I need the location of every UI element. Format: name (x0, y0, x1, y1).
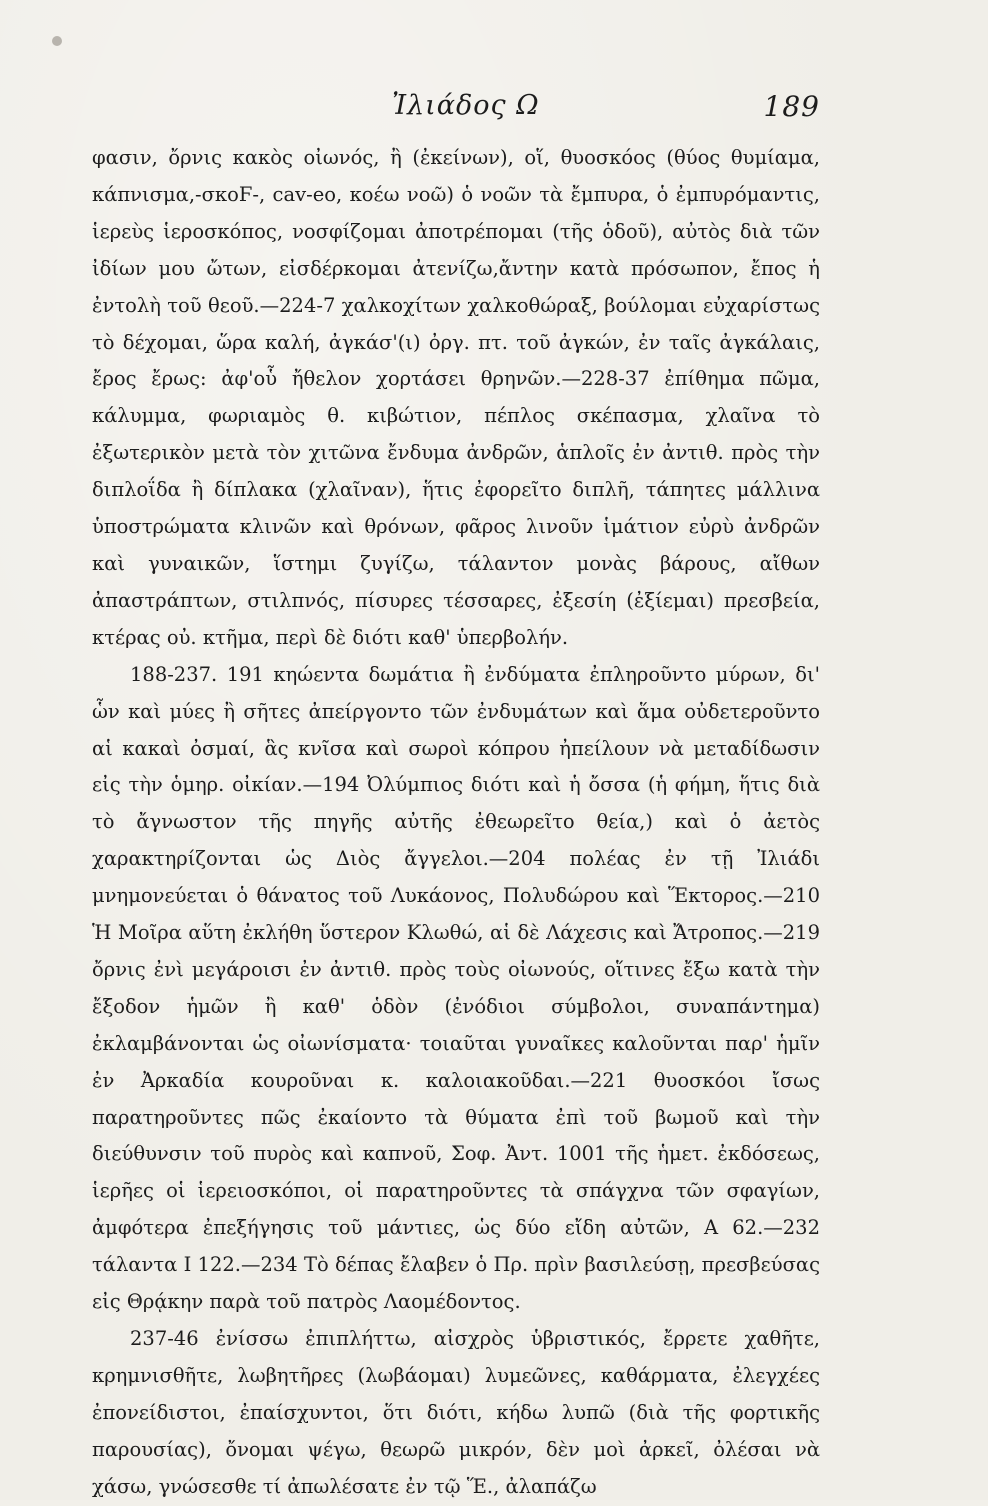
commentary-paragraph: 188-237. 191 κηώεντα δωμάτια ἢ ἐνδύματα ἐπληροῦντο μύρων, δι' ὧν καὶ μύες ἢ σῆτες ἀπείργοντο τῶν ἐνδυμάτων καὶ ἅμα οὐδετεροῦντο αἱ κακαὶ ὀσμαί, ἃς κνῖσα καὶ σωροὶ κόπρου ἠπείλουν νὰ μεταδίδωσιν εἰς τὴν ὁμηρ. οἰκίαν.—194 Ὀλύμπιος διότι καὶ ἡ ὄσσα (ἡ φήμη, ἥτις διὰ τὸ ἄγνωστον τῆς πηγῆς αὐτῆς ἐθεωρεῖτο θεία,) καὶ ὁ ἀετὸς χαρακτηρίζονται ὡς Διὸς ἄγγελοι.—204 πολέας ἐν τῇ Ἰλιάδι μνημονεύεται ὁ θάνατος τοῦ Λυκάονος, Πολυδώρου καὶ Ἕκτορος.—210 Ἡ Μοῖρα αὕτη ἐκλήθη ὕστερον Κλωθώ, αἱ δὲ Λάχεσις καὶ Ἄτροπος.—219 ὄρνις ἐνὶ μεγάροισι ἐν ἀντιθ. πρὸς τοὺς οἰωνούς, οἵτινες ἔξω κατὰ τὴν ἔξοδον ἡμῶν ἢ καθ' ὁδὸν (ἐνόδιοι σύμβολοι, συναπάντημα) ἐκλαμβάνονται ὡς οἰωνίσματα· τοιαῦται γυναῖκες καλοῦνται παρ' ἡμῖν ἐν Ἀρκαδία κουροῦναι κ. καλοιακοῦδαι.—221 θυοσκόοι ἴσως παρατηροῦντες πῶς ἐκαίοντο τὰ θύματα ἐπὶ τοῦ βωμοῦ καὶ τὴν διεύθυνσιν τοῦ πυρὸς καὶ καπνοῦ, Σοφ. Ἀντ. 1001 τῆς ἡμετ. ἐκδόσεως, ἱερῆες οἱ ἱερειοσκόποι, οἱ παρατηροῦντες τὰ σπάγχνα τῶν σφαγίων, ἀμφότερα ἐπεξήγησις τοῦ μάντιες, ὡς δύο εἴδη αὐτῶν, Α 62.—232 τάλαντα Ι 122.—234 Τὸ δέπας ἔλαβεν ὁ Πρ. πρὶν βασιλεύσῃ, πρεσβεύσας εἰς Θρᾴκην παρὰ τοῦ πατρὸς Λαομέδοντος. (92, 662, 820, 1314)
running-title: Ἰλιάδος Ω (392, 90, 540, 121)
page-header (92, 90, 820, 130)
page-blemish (52, 36, 62, 46)
commentary-paragraph: φασιν, ὄρνις κακὸς οἰωνός, ἢ (ἐκείνων), οἵ, θυοσκόος (θύος θυμίαμα, κάπνισμα,-σκοϜ-, cav-eo, κοέω νοῶ) ὁ νοῶν τὰ ἔμπυρα, ὁ ἐμπυρόμαντις, ἱερεὺς ἱεροσκόπος, νοσφίζομαι ἀποτρέπομαι (τῆς ὁδοῦ), αὐτὸς διὰ τῶν ἰδίων μου ὤτων, εἰσδέρκομαι ἀτενίζω,ἄντην κατὰ πρόσωπον, ἔπος ἡ ἐντολὴ τοῦ θεοῦ.—224-7 χαλκοχίτων χαλκοθώραξ, βούλομαι εὐχαρίστως τὸ δέχομαι, ὥρα καλή, ἀγκάσ'(ι) ὀργ. πτ. τοῦ ἀγκών, ἐν ταῖς ἀγκάλαις, ἔρος ἔρως: ἀφ'οὗ ἤθελον χορτάσει θρηνῶν.—228-37 ἐπίθημα πῶμα, κάλυμμα, φωριαμὸς θ. κιβώτιον, πέπλος σκέπασμα, χλαῖνα τὸ ἐξωτερικὸν μετὰ τὸν χιτῶνα ἔνδυμα ἀνδρῶν, ἁπλοῖς ἐν ἀντιθ. πρὸς τὴν διπλοΐδα ἢ δίπλακα (χλαῖναν), ἥτις ἐφορεῖτο διπλῆ, τάπητες μάλλινα ὑποστρώματα κλινῶν καὶ θρόνων, φᾶρος λινοῦν ἱμάτιον εὐρὺ ἀνδρῶν καὶ γυναικῶν, ἵστημι ζυγίζω, τάλαντον μονὰς βάρους, αἴθων ἀπαστράπτων, στιλπνός, πίσυρες τέσσαρες, ἐξεσίη (ἐξίεμαι) πρεσβεία, κτέρας οὐ. κτῆμα, περὶ δὲ διότι καθ' ὑπερβολήν. (92, 146, 820, 649)
commentary-text (92, 140, 820, 1506)
commentary-paragraph: 237-46 ἐνίσσω ἐπιπλήττω, αἰσχρὸς ὑβριστικός, ἔρρετε χαθῆτε, κρημνισθῆτε, λωβητῆρες (λωβάομαι) λυμεῶνες, καθάρματα, ἐλεγχέες ἐπονείδιστοι, ἐπαίσχυντοι, ὅτι διότι, κήδω λυπῶ (διὰ τῆς φορτικῆς παρουσίας), ὄνομαι ψέγω, θεωρῶ μικρόν, δὲν μοὶ ἀρκεῖ, ὀλέσαι νὰ χάσω, γνώσεσθε τί ἀπωλέσατε ἐν τῷ Ἕ., ἀλαπάζω (92, 1327, 820, 1498)
page-number: 189 (763, 90, 820, 123)
